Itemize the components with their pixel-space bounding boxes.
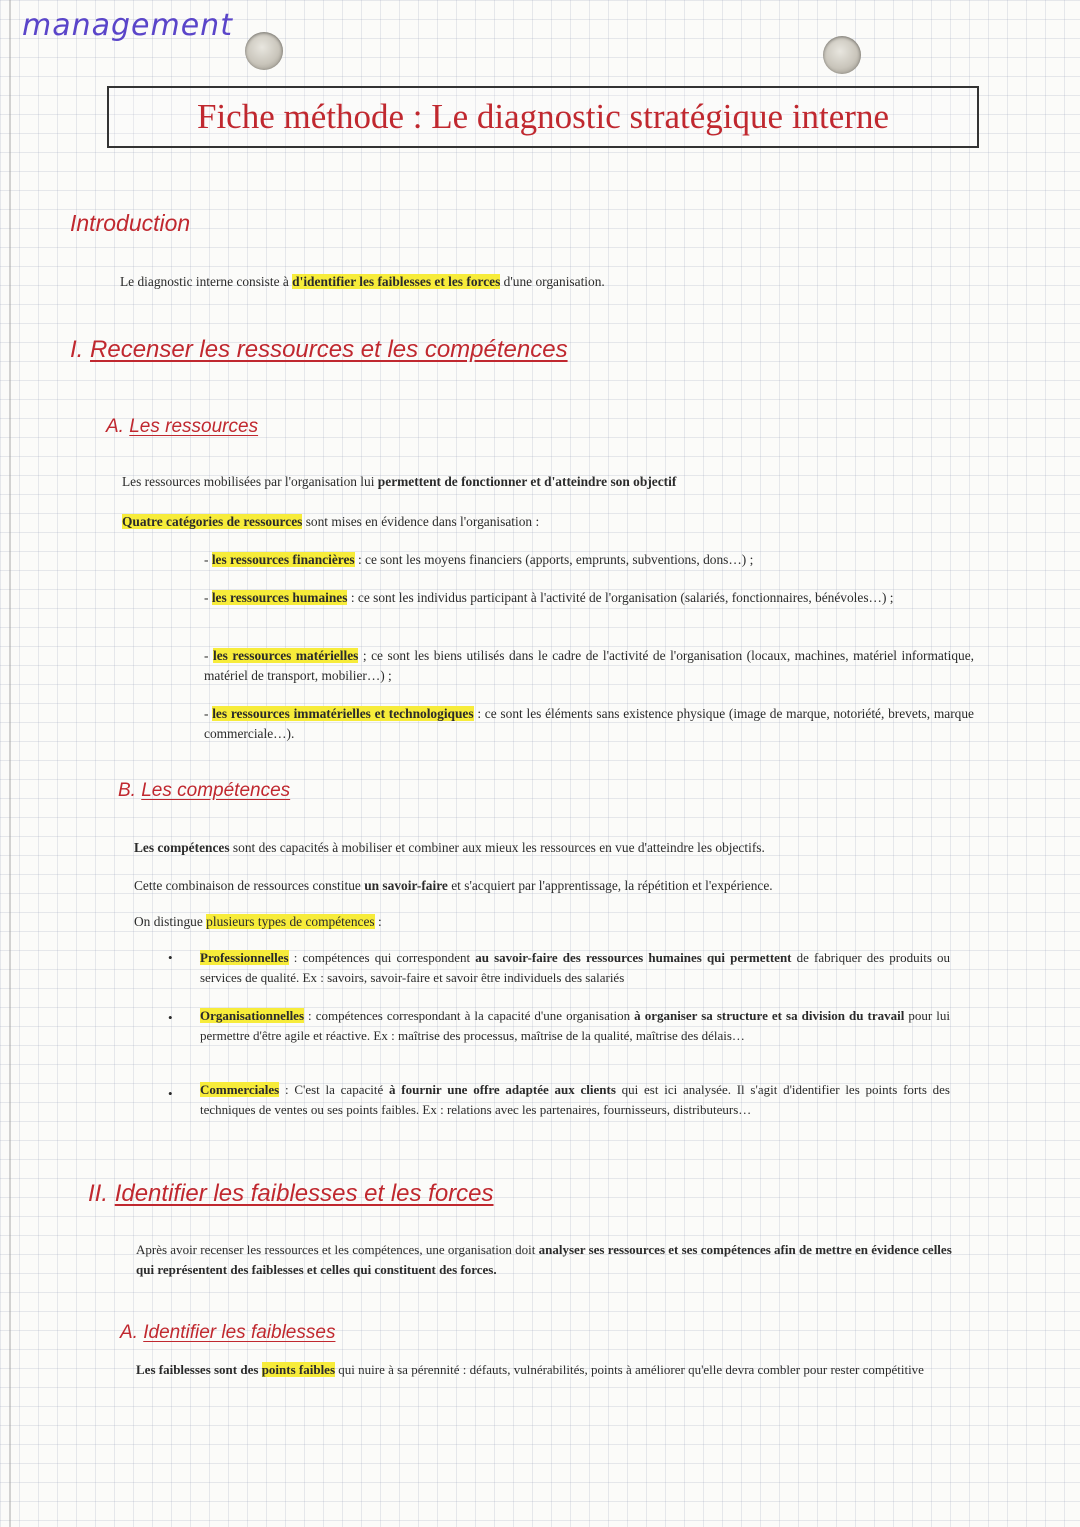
bullet-symbol: • [168, 950, 173, 965]
list-item: Professionnelles : compétences qui correspondent au savoir-faire des ressources humaines qui permettent de fabriquer des produits ou services de qualité. Ex : savoirs, savoir-faire et savoir être individuels des salariés [200, 950, 951, 985]
list-item: Organisationnelles : compétences correspondant à la capacité d'une organisation à organiser sa structure et sa division du travail pour lui permettre d'être agile et réactive. Ex : maîtrise des processus, maîtrise de la qualité, maîtrise des délais… [200, 1008, 950, 1043]
list-item: - les ressources immatérielles et technologiques : ce sont les éléments sans existence physique (image de marque, notoriété, brevets, marque commerciale…). [204, 706, 974, 741]
handwritten-label: management [22, 8, 233, 43]
section2-heading: II. Identifier les faiblesses et les forces [88, 1180, 494, 1207]
section2-intro: Après avoir recenser les ressources et les compétences, une organisation doit analyser ses ressources et ses compétences afin de mettre en évidence celles qui représentent des faiblesses et celles qui constituent des forces. [136, 1242, 952, 1277]
competences-definition: Les compétences sont des capacités à mobiliser et combiner aux mieux les ressources en vue d'atteindre les objectifs. [134, 840, 765, 855]
punch-hole-right [823, 36, 861, 74]
section1-subB-heading: B. Les compétences [118, 780, 291, 801]
section2-subA-heading: A. Identifier les faiblesses [120, 1322, 336, 1343]
list-item: - les ressources financières : ce sont les moyens financiers (apports, emprunts, subventions, dons…) ; [204, 552, 754, 567]
margin-line [9, 0, 11, 1527]
bullet-symbol: • [168, 1010, 173, 1025]
list-item: - les ressources humaines : ce sont les individus participant à l'activité de l'organisation (salariés, fonctionnaires, bénévoles…) ; [204, 590, 894, 605]
resources-intro: Les ressources mobilisées par l'organisation lui permettent de fonctionner et d'atteindre son objectif [122, 474, 677, 489]
bullet-symbol: • [168, 1086, 173, 1101]
resources-categories: Quatre catégories de ressources sont mises en évidence dans l'organisation : [122, 514, 540, 529]
section1-heading: I. Recenser les ressources et les compétences [70, 336, 568, 363]
page-title: Fiche méthode : Le diagnostic stratégique interne [196, 97, 889, 136]
section1-subA-heading: A. Les ressources [106, 416, 259, 437]
introduction-heading: Introduction [70, 210, 191, 236]
title-box [107, 86, 979, 148]
competences-types-intro: On distingue plusieurs types de compétences : [134, 914, 382, 929]
introduction-highlight: d'identifier les faiblesses et les forces [292, 274, 501, 289]
competences-combination: Cette combinaison de ressources constitue un savoir-faire et s'acquiert par l'apprentissage, la répétition et l'expérience. [134, 878, 773, 893]
faiblesses-definition: Les faiblesses sont des points faibles qui nuire à sa pérennité : défauts, vulnérabilités, points à améliorer qu'elle devra combler pour rester compétitive [136, 1362, 924, 1377]
list-item: - les ressources matérielles ; ce sont les biens utilisés dans le cadre de l'activité de l'organisation (locaux, machines, matériel informatique, matériel de transport, mobilier…) ; [204, 648, 974, 683]
list-item: Commerciales : C'est la capacité à fournir une offre adaptée aux clients qui est ici analysée. Il s'agit d'identifier les points forts des techniques de ventes ou ses points faibles. Ex : relations avec les partenaires, fournisseurs, distributeurs… [200, 1082, 950, 1117]
punch-hole-left [245, 32, 283, 70]
introduction-text: Le diagnostic interne consiste à d'identifier les faiblesses et les forces d'une organisation. [120, 274, 605, 289]
